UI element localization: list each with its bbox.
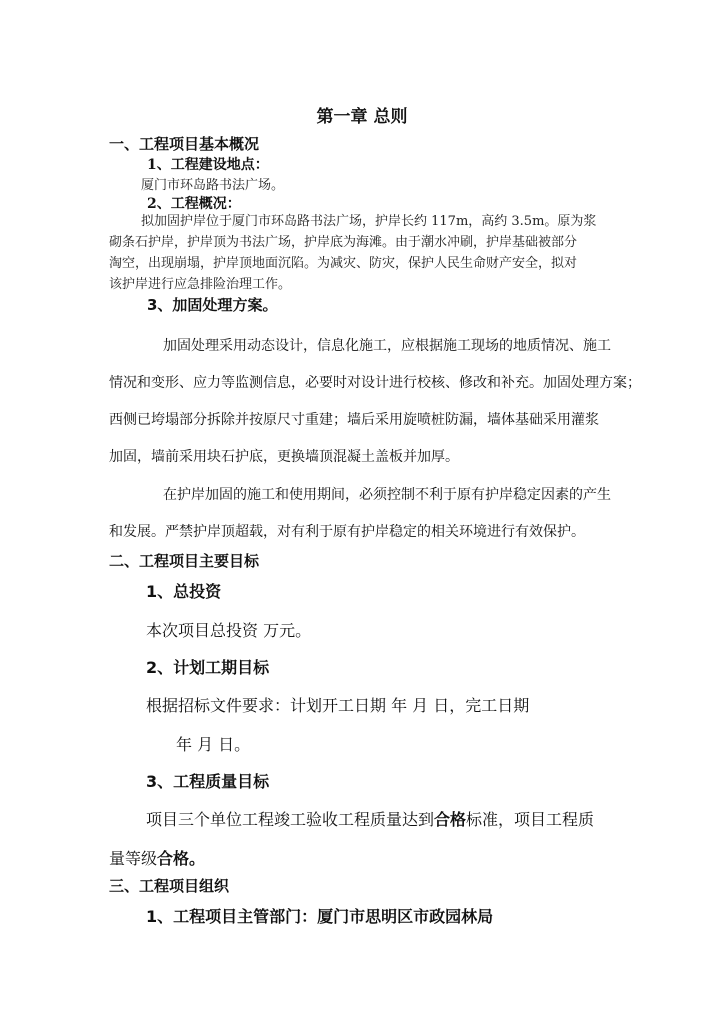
section1-item3-line: 加固处理采用动态设计，信息化施工，应根据施工现场的地质情况、施工 — [163, 338, 611, 354]
goal3-text-bold: 合格 — [434, 810, 467, 829]
section1-item3-line: 加固，墙前采用块石护底，更换墙顶混凝土盖板并加厚。 — [109, 449, 459, 465]
section1-item3-line: 情况和变形、应力等监测信息，必要时对设计进行校核、修改和补充。加固处理方案； — [109, 375, 641, 391]
section2-goal2-line1: 根据招标文件要求：计划开工日期 年 月 日，完工日期 — [146, 696, 530, 715]
goal3-text-a: 项目三个单位工程竣工验收工程质量达到 — [146, 810, 435, 829]
section2-goal3-line2 — [109, 846, 205, 869]
section1-item2-line: 该护岸进行应急排险治理工作。 — [109, 277, 292, 292]
goal3-text-b: 标准，项目工程质 — [466, 810, 595, 829]
section1-item2-line: 拟加固护岸位于厦门市环岛路书法广场，护岸长约 117m，高约 3.5m。原为浆 — [141, 214, 597, 229]
section2-goal2-heading: 2、计划工期目标 — [146, 658, 270, 677]
section1-item3-heading: 3、加固处理方案。 — [147, 296, 278, 314]
section2-goal1-heading: 1、总投资 — [146, 582, 222, 601]
section1-item3-line: 西侧已垮塌部分拆除并按原尺寸重建；墙后采用旋喷桩防漏，墙体基础采用灌浆 — [109, 412, 599, 428]
section1-item2-line: 淘空，出现崩塌，护岸顶地面沉陷。为减灾、防灾，保护人民生命财产安全，拟对 — [109, 256, 578, 271]
section2-goal3-heading: 3、工程质量目标 — [146, 772, 270, 791]
chapter-title: 第一章 总则 — [316, 107, 408, 127]
section2-goal1-text: 本次项目总投资 万元。 — [146, 621, 312, 640]
section1-item2-heading: 2、工程概况： — [147, 196, 241, 212]
section1-item2-line: 砌条石护岸，护岸顶为书法广场，护岸底为海滩。由于潮水冲刷，护岸基础被部分 — [109, 235, 578, 250]
section3-org1: 1、工程项目主管部门：厦门市思明区市政园林局 — [146, 907, 494, 926]
section2-goal2-line2: 年 月 日。 — [176, 735, 251, 754]
section1-item3-para2-line: 在护岸加固的施工和使用期间，必须控制不利于原有护岸稳定因素的产生 — [163, 487, 611, 503]
section1-item1-text: 厦门市环岛路书法广场。 — [141, 178, 285, 193]
section1-item3-para2-line: 和发展。严禁护岸顶超载，对有利于原有护岸稳定的相关环境进行有效保护。 — [109, 524, 585, 540]
section2-heading: 二、工程项目主要目标 — [109, 552, 260, 570]
section3-heading: 三、工程项目组织 — [109, 877, 230, 895]
section1-heading: 一、工程项目基本概况 — [109, 135, 260, 153]
section1-item1-heading: 1、工程建设地点： — [147, 157, 269, 173]
goal3-line2-text: 量等级 — [109, 849, 158, 868]
section2-goal3-line1 — [146, 807, 594, 830]
goal3-line2-bold: 合格。 — [157, 849, 206, 868]
